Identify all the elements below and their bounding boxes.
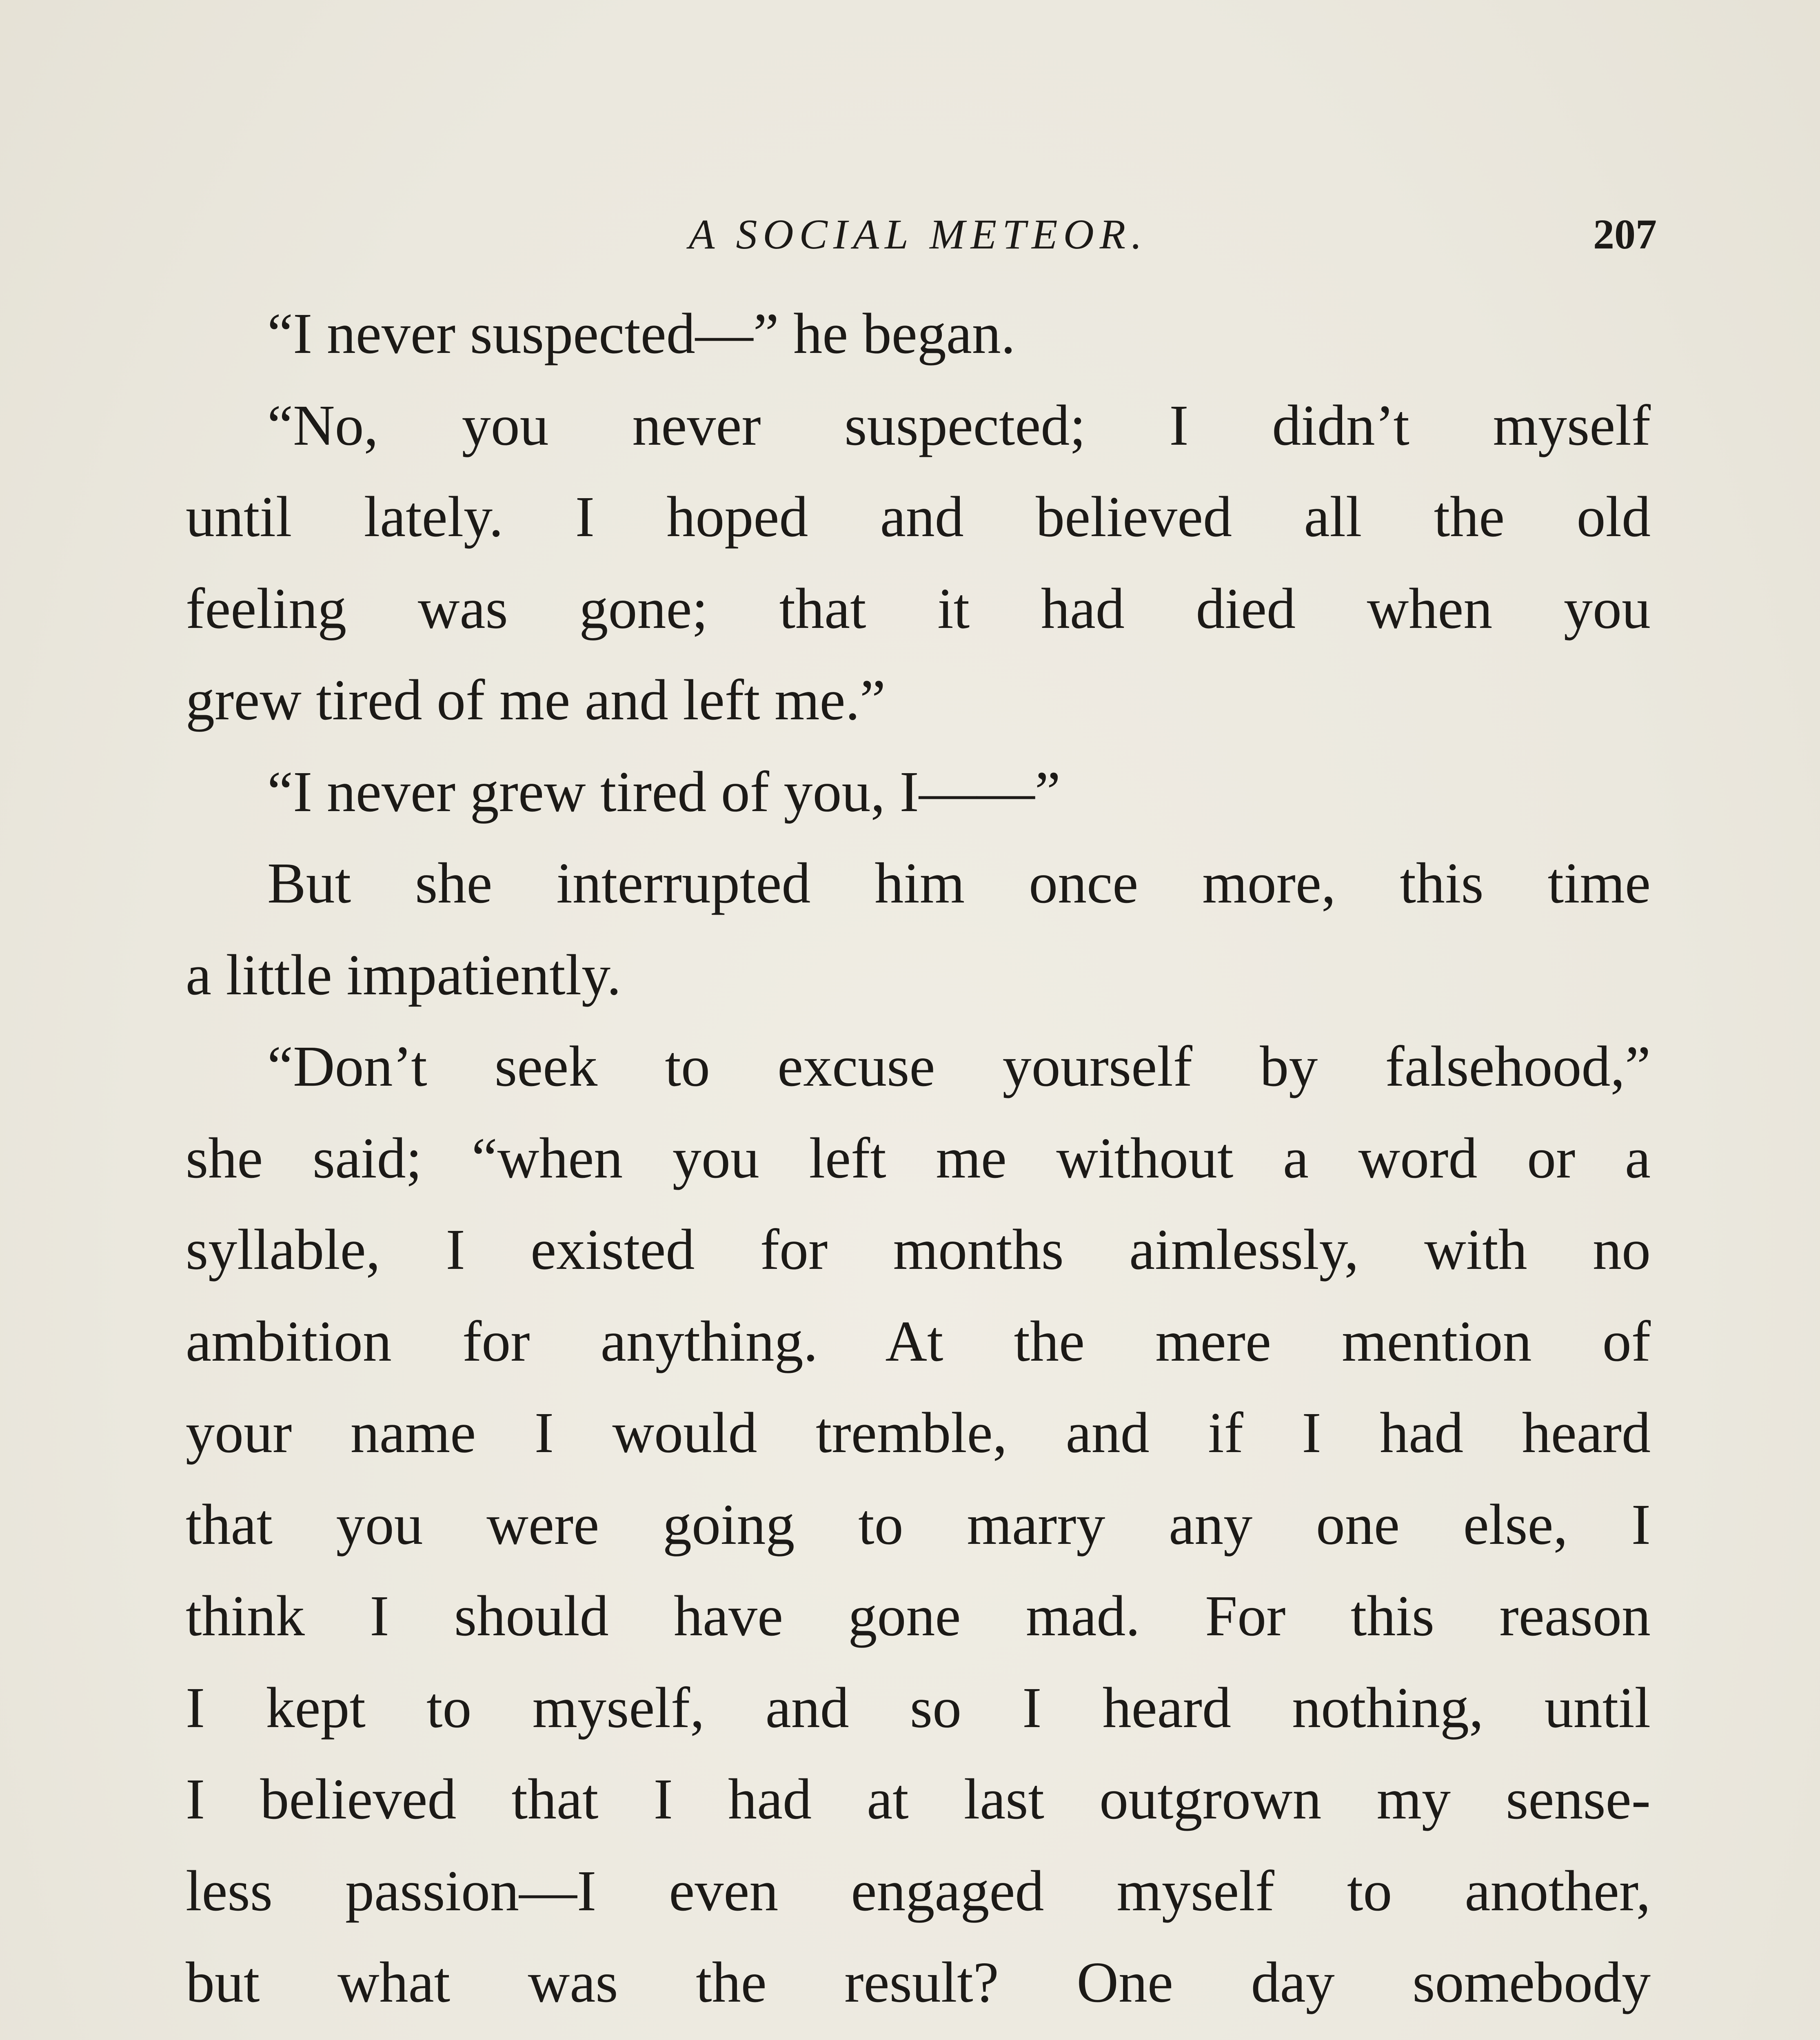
- text-line: “No, you never suspected; I didn’t myself: [267, 392, 1651, 457]
- text-line: grew tired of me and left me.”: [186, 667, 886, 732]
- text-line: “I never grew tired of you, I——”: [267, 759, 1061, 824]
- text-line: [186, 2028, 1651, 2040]
- text-line: your name I would tremble, and if I had heard: [186, 1400, 1651, 1465]
- page-number: 207: [1593, 211, 1657, 258]
- text-line: I kept to myself, and so I heard nothing, until: [186, 1675, 1651, 1740]
- running-title: A SOCIAL METEOR.: [688, 211, 1148, 258]
- text-line: less passion—I even engaged myself to another,: [186, 1858, 1651, 1923]
- text-line: a little impatiently.: [186, 942, 621, 1007]
- text-line: but what was the result? One day somebody: [186, 1950, 1651, 2014]
- text-line: “Don’t seek to excuse yourself by falsehood,”: [267, 1034, 1651, 1098]
- text-line: that you were going to marry any one else, I: [186, 1492, 1651, 1557]
- body-text: [186, 288, 1651, 2040]
- text-line: syllable, I existed for months aimlessly, with no: [186, 1217, 1651, 1282]
- text-line: I believed that I had at last outgrown my sense-: [186, 1767, 1651, 1831]
- text-line: “I never suspected—” he began.: [267, 301, 1016, 366]
- text-line: think I should have gone mad. For this reason: [186, 1583, 1651, 1648]
- text-line: But she interrupted him once more, this time: [267, 851, 1651, 915]
- text-line: until lately. I hoped and believed all the old: [186, 484, 1651, 549]
- text-line: ambition for anything. At the mere mention of: [186, 1308, 1651, 1373]
- text-line: she said; “when you left me without a word or a: [186, 1125, 1651, 1190]
- page-header: [180, 204, 1657, 265]
- text-line: feeling was gone; that it had died when you: [186, 576, 1651, 641]
